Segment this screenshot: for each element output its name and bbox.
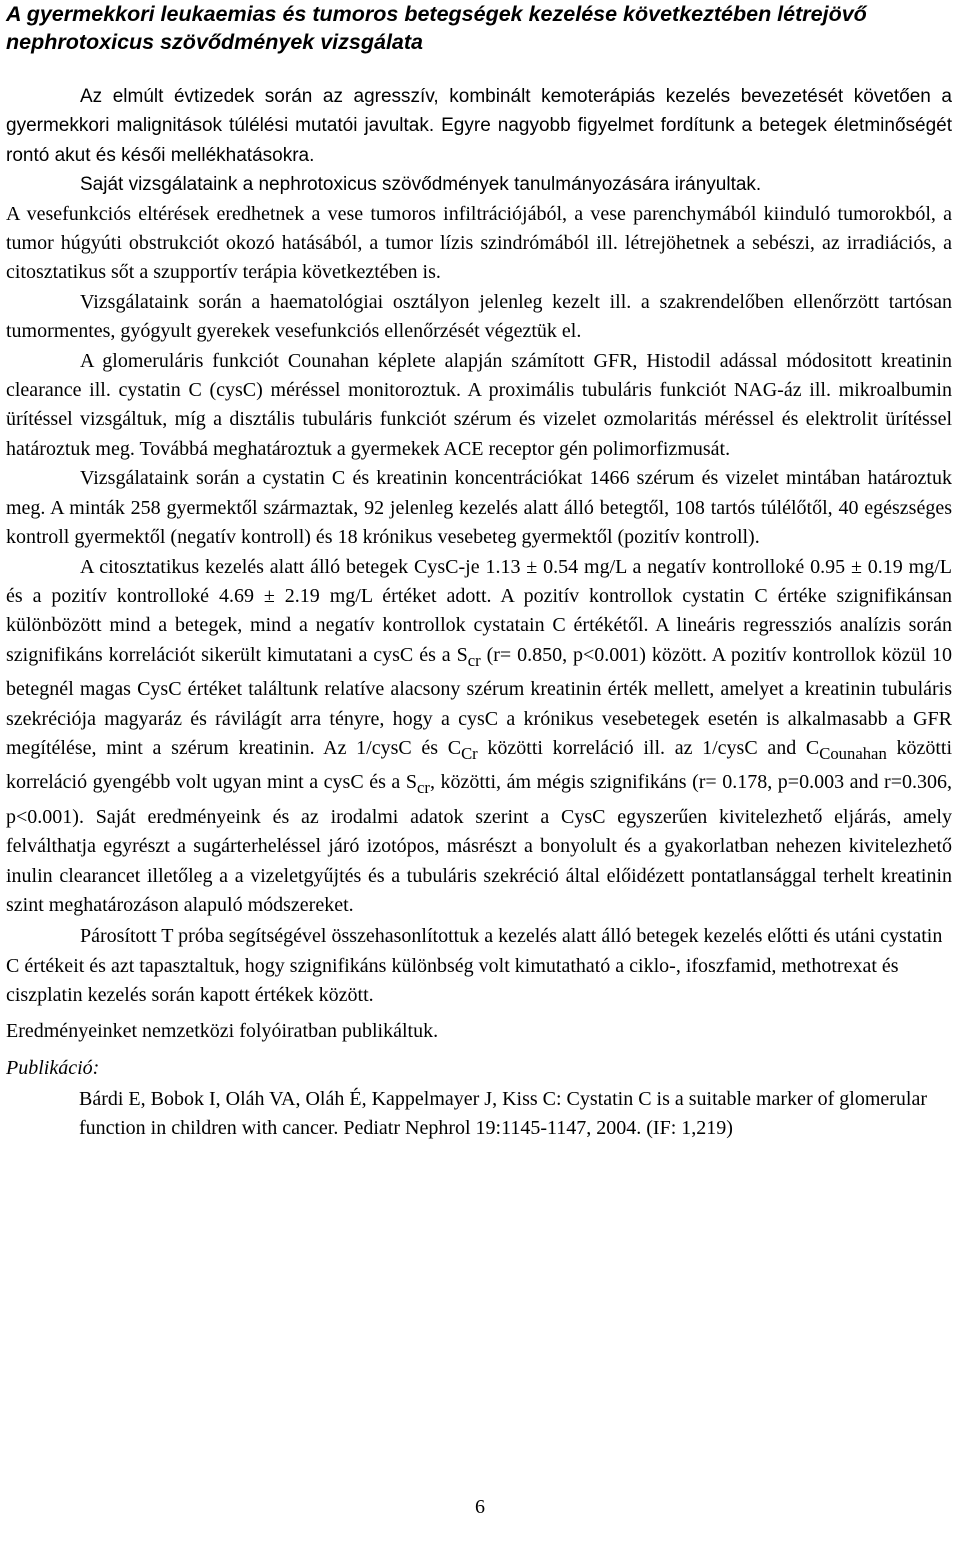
document-title: A gyermekkori leukaemias és tumoros betegségek kezelése következtében létrejövő nephrotoxicus szövődmények vizsgálata	[6, 2, 867, 54]
text-run: közötti korreláció ill. az 1/cysC and C	[477, 736, 820, 759]
intro-paragraph: Az elmúlt évtizedek során az agresszív, kombinált kemoterápiás kezelés bevezetését követően a gyermekkori malignitások túlélési mutatói javultak. Egyre nagyobb figyelmet fordítunk a betegek életminőségét rontó akut és késői mellékhatásokra.	[6, 86, 952, 166]
page-number: 6	[475, 1496, 485, 1518]
document-page	[6, 0, 952, 1144]
text-run: (r= 0.850, p<0.001) között. A pozitív kontrollok közül 10 betegnél magas CysC értéket találtunk relatíve alacsony szérum kreatinin érték mellett, amelyet a kreatinin tubuláris szekréciója magyaráz és rávilágít arra tényre, hogy a cysC a krónikus vesebetegek esetén is alkalmasabb a GFR megítélése, mint a szérum kreatinin. Az 1/cysC és C	[6, 643, 953, 759]
intro-paragraph-focus: Saját vizsgálataink a nephrotoxicus szövődmények tanulmányozására irányultak.	[80, 174, 762, 196]
paragraph-publikaltuk: Eredményeinket nemzetközi folyóiratban publikáltuk.	[6, 1019, 439, 1042]
text-run: , közötti, ám mégis szignifikáns (r= 0.178, p=0.003 and r=0.306, p<0.001). Saját eredményeink és az irodalmi adatok szerint a CysC egyszerűen kivitelezhető eljárás, amely felválthatja egyrészt a sugárterheléssel járó izotópos, másrészt a bonyolult és a gyakorlatban nehezen kivitelezhető inulin clearancet illetőleg a a vizeletgyűjtés és a tubuláris szekréció által előidézett pontatlansággal terhelt kreatinin szint meghatározáson alapuló módszereket.	[6, 771, 952, 916]
subscript: cr	[416, 778, 430, 798]
text-run: közötti korreláció gyengébb volt ugyan mint a cysC és a S	[6, 736, 952, 794]
subscript: cr	[467, 650, 481, 670]
subscript: Cr	[461, 743, 478, 763]
paragraph-parositott: Párosított T próba segítségével összehasonlítottuk a kezelés alatt álló betegek kezelés előtti és utáni cystatin C értékeit és azt tapasztaltuk, hogy szignifikáns különbség volt kimutatható a ciklo-, ifoszfamid, methotrexat és ciszplatin kezelés során kapott értékek között.	[6, 925, 943, 1007]
paragraph-vizsgalataink: Vizsgálataink során a haematológiai osztályon jelenleg kezelt ill. a szakrendelőben ellenőrzött tartósan tumormentes, gyógyult gyerekek vesefunkciós ellenőrzését végeztük el.	[6, 290, 952, 343]
publication-label: Publikáció:	[6, 1057, 100, 1079]
paragraph-vesefunkcio: A vesefunkciós eltérések eredhetnek a vese tumoros infiltrációjából, a vese parenchymából kiinduló tumorokból, a tumor húgyúti obstrukciót okozó hatásából, a tumor lízis szindrómából ill. létrejöhetnek a sebészi, az irradiációs, a citosztatikus sőt a szupportív terápia következtében is.	[6, 202, 952, 284]
subscript: Counahan	[819, 743, 887, 763]
paragraph-citosztatikus	[6, 553, 952, 921]
publication-citation: Bárdi E, Bobok I, Oláh VA, Oláh É, Kappelmayer J, Kiss C: Cystatin C is a suitable marker of glomerular function in children with cancer. Pediatr Nephrol 19:1145-1147, 2004. (IF: 1,219)	[79, 1088, 928, 1140]
paragraph-glomerularis: A glomeruláris funkciót Counahan képlete alapján számított GFR, Histodil adással módositott kreatinin clearance ill. cystatin C (cysC) méréssel monitoroztuk. A proximális tubuláris funkciót NAG-áz ill. mikroalbumin ürítéssel vizsgáltuk, míg a disztális tubuláris funkciót szérum és vizelet ozmolaritás méréssel és elektrolit ürítéssel határoztuk meg. Továbbá meghatároztuk a gyermekek ACE receptor gén polimorfizmusát.	[6, 349, 952, 460]
text-run: A citosztatikus kezelés alatt álló betegek CysC-je 1.13 ± 0.54 mg/L a negatív kontrolloké 0.95 ± 0.19 mg/L és a pozitív kontrolloké 4.69 ± 2.19 mg/L értéket adott. A pozitív kontrollok cystatin C értéke szignifikánsan különbözött mind a betegek, mind a negatív kontrollok cystatain C értékétől. A lineáris regressziós analízis során szignifikáns korrelációt sikerült kimutatani a cysC és a S	[6, 555, 952, 666]
paragraph-cystatin: Vizsgálataink során a cystatin C és kreatinin koncentrációkat 1466 szérum és vizelet mintában határoztuk meg. A minták 258 gyermektől származtak, 92 jelenleg kezelés alatt álló betegtől, 108 tartós túlélőtől, 40 egészséges kontroll gyermektől (negatív kontroll) és 18 krónikus vesebeteg gyermektől (pozitív kontroll).	[6, 467, 952, 549]
